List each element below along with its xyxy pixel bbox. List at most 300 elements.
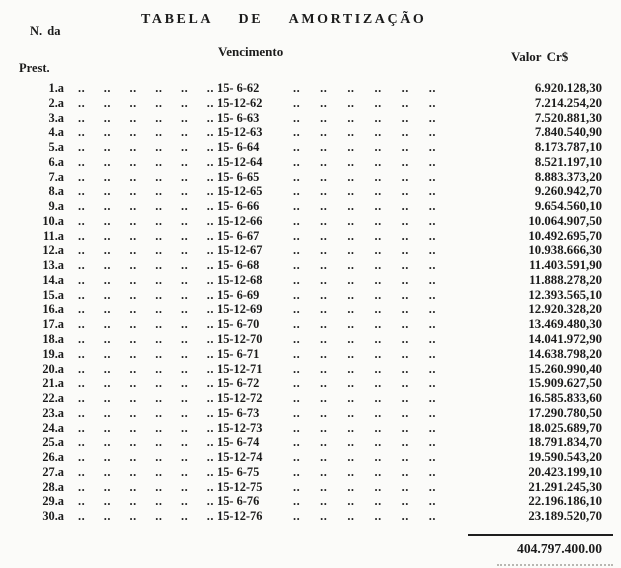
leader-dot-pair: .. <box>181 184 189 199</box>
amount-cell: 11.403.591,90 <box>529 258 602 273</box>
leader-dot-pair: .. <box>206 376 214 391</box>
dot-leader-left <box>78 96 214 111</box>
prest-number-cell: 20.a <box>42 361 64 376</box>
leader-dot-pair: .. <box>181 450 189 465</box>
due-date-cell: 15-12-68 <box>217 272 263 287</box>
table-row <box>0 347 621 362</box>
leader-dot-pair: .. <box>181 376 189 391</box>
leader-dot-pair: .. <box>374 169 382 184</box>
prest-number-cell: 3.a <box>48 110 64 125</box>
leader-dot-pair: .. <box>103 450 111 465</box>
dot-leader-right <box>293 214 436 229</box>
table-row <box>0 494 621 509</box>
dot-leader-right <box>293 509 436 524</box>
amount-cell: 9.654.560,10 <box>534 199 602 214</box>
leader-dot-pair: .. <box>428 494 436 509</box>
leader-dot-pair: .. <box>320 184 328 199</box>
amount-cell: 8.173.787,10 <box>534 140 602 155</box>
leader-dot-pair: .. <box>78 302 86 317</box>
leader-dot-pair: .. <box>428 140 436 155</box>
leader-dot-pair: .. <box>347 302 355 317</box>
leader-dot-pair: .. <box>155 140 163 155</box>
leader-dot-pair: .. <box>181 494 189 509</box>
leader-dot-pair: .. <box>103 272 111 287</box>
leader-dot-pair: .. <box>374 509 382 524</box>
prest-number-cell: 24.a <box>42 420 64 435</box>
leader-dot-pair: .. <box>78 479 86 494</box>
due-date-cell: 15-12-69 <box>217 302 263 317</box>
leader-dot-pair: .. <box>320 169 328 184</box>
leader-dot-pair: .. <box>129 199 137 214</box>
prest-number-cell: 14.a <box>42 272 64 287</box>
leader-dot-pair: .. <box>401 287 409 302</box>
leader-dot-pair: .. <box>428 287 436 302</box>
leader-dot-pair: .. <box>428 95 436 110</box>
leader-dot-pair: .. <box>78 509 86 524</box>
leader-dot-pair: .. <box>374 243 382 258</box>
leader-dot-pair: .. <box>374 287 382 302</box>
amount-cell: 7.840.540,90 <box>534 125 602 140</box>
leader-dot-pair: .. <box>374 435 382 450</box>
leader-dot-pair: .. <box>293 450 301 465</box>
prest-number-cell: 8.a <box>48 184 64 199</box>
leader-dot-pair: .. <box>320 258 328 273</box>
leader-dot-pair: .. <box>129 302 137 317</box>
table-row <box>0 229 621 244</box>
dot-leader-left <box>78 140 214 155</box>
table-row <box>0 406 621 421</box>
dot-leader-right <box>293 391 436 406</box>
leader-dot-pair: .. <box>428 376 436 391</box>
leader-dot-pair: .. <box>103 376 111 391</box>
leader-dot-pair: .. <box>401 140 409 155</box>
leader-dot-pair: .. <box>401 346 409 361</box>
due-date-cell: 15- 6-72 <box>217 376 260 391</box>
leader-dot-pair: .. <box>206 332 214 347</box>
table-row <box>0 480 621 495</box>
dot-leader-right <box>293 125 436 140</box>
leader-dot-pair: .. <box>155 272 163 287</box>
leader-dot-pair: .. <box>103 243 111 258</box>
leader-dot-pair: .. <box>293 213 301 228</box>
table-body <box>0 81 621 524</box>
leader-dot-pair: .. <box>293 464 301 479</box>
leader-dot-pair: .. <box>401 95 409 110</box>
leader-dot-pair: .. <box>293 199 301 214</box>
leader-dot-pair: .. <box>347 464 355 479</box>
leader-dot-pair: .. <box>374 213 382 228</box>
leader-dot-pair: .. <box>78 95 86 110</box>
leader-dot-pair: .. <box>155 376 163 391</box>
leader-dot-pair: .. <box>155 199 163 214</box>
leader-dot-pair: .. <box>129 213 137 228</box>
amount-cell: 10.492.695,70 <box>528 228 602 243</box>
leader-dot-pair: .. <box>155 81 163 95</box>
due-date-cell: 15-12-62 <box>217 95 263 110</box>
dot-leader-left <box>78 509 214 524</box>
amount-cell: 16.585.833,60 <box>528 391 602 406</box>
leader-dot-pair: .. <box>129 391 137 406</box>
table-row <box>0 258 621 273</box>
leader-dot-pair: .. <box>428 243 436 258</box>
leader-dot-pair: .. <box>129 184 137 199</box>
leader-dot-pair: .. <box>401 81 409 95</box>
dot-leader-left <box>78 406 214 421</box>
prest-number-cell: 4.a <box>48 125 64 140</box>
leader-dot-pair: .. <box>347 405 355 420</box>
leader-dot-pair: .. <box>78 332 86 347</box>
prest-number-cell: 13.a <box>42 258 64 273</box>
dot-leader-right <box>293 288 436 303</box>
leader-dot-pair: .. <box>206 272 214 287</box>
leader-dot-pair: .. <box>347 110 355 125</box>
leader-dot-pair: .. <box>347 169 355 184</box>
leader-dot-pair: .. <box>103 494 111 509</box>
leader-dot-pair: .. <box>401 258 409 273</box>
dot-leader-left <box>78 184 214 199</box>
dot-leader-right <box>293 184 436 199</box>
dot-leader-left <box>78 125 214 140</box>
leader-dot-pair: .. <box>103 125 111 140</box>
leader-dot-pair: .. <box>374 184 382 199</box>
leader-dot-pair: .. <box>347 317 355 332</box>
prest-number-cell: 5.a <box>48 140 64 155</box>
amount-cell: 12.393.565,10 <box>528 287 602 302</box>
leader-dot-pair: .. <box>347 376 355 391</box>
leader-dot-pair: .. <box>103 154 111 169</box>
leader-dot-pair: .. <box>129 272 137 287</box>
due-date-cell: 15- 6-64 <box>217 140 260 155</box>
leader-dot-pair: .. <box>347 272 355 287</box>
leader-dot-pair: .. <box>155 509 163 524</box>
leader-dot-pair: .. <box>320 361 328 376</box>
leader-dot-pair: .. <box>374 140 382 155</box>
leader-dot-pair: .. <box>320 479 328 494</box>
leader-dot-pair: .. <box>78 287 86 302</box>
prest-number-cell: 7.a <box>48 169 64 184</box>
leader-dot-pair: .. <box>181 199 189 214</box>
amount-cell: 22.196.186,10 <box>528 494 602 509</box>
leader-dot-pair: .. <box>78 199 86 214</box>
leader-dot-pair: .. <box>155 464 163 479</box>
leader-dot-pair: .. <box>320 95 328 110</box>
leader-dot-pair: .. <box>129 228 137 243</box>
prest-number-cell: 11.a <box>43 228 64 243</box>
leader-dot-pair: .. <box>401 228 409 243</box>
prest-number-cell: 27.a <box>42 464 64 479</box>
dot-leader-right <box>293 421 436 436</box>
leader-dot-pair: .. <box>320 346 328 361</box>
leader-dot-pair: .. <box>374 199 382 214</box>
leader-dot-pair: .. <box>181 95 189 110</box>
leader-dot-pair: .. <box>78 376 86 391</box>
leader-dot-pair: .. <box>155 258 163 273</box>
leader-dot-pair: .. <box>155 184 163 199</box>
leader-dot-pair: .. <box>374 258 382 273</box>
leader-dot-pair: .. <box>206 243 214 258</box>
prest-number-cell: 6.a <box>48 154 64 169</box>
dot-leader-left <box>78 332 214 347</box>
leader-dot-pair: .. <box>129 509 137 524</box>
leader-dot-pair: .. <box>78 213 86 228</box>
leader-dot-pair: .. <box>374 154 382 169</box>
dot-leader-left <box>78 347 214 362</box>
leader-dot-pair: .. <box>401 169 409 184</box>
leader-dot-pair: .. <box>206 405 214 420</box>
prest-number-cell: 18.a <box>42 332 64 347</box>
leader-dot-pair: .. <box>401 391 409 406</box>
leader-dot-pair: .. <box>320 494 328 509</box>
due-date-cell: 15-12-70 <box>217 332 263 347</box>
dot-leader-left <box>78 155 214 170</box>
leader-dot-pair: .. <box>293 287 301 302</box>
leader-dot-pair: .. <box>428 479 436 494</box>
leader-dot-pair: .. <box>401 376 409 391</box>
table-row <box>0 81 621 96</box>
leader-dot-pair: .. <box>401 272 409 287</box>
leader-dot-pair: .. <box>320 110 328 125</box>
leader-dot-pair: .. <box>103 420 111 435</box>
leader-dot-pair: .. <box>347 258 355 273</box>
leader-dot-pair: .. <box>129 243 137 258</box>
dot-leader-left <box>78 288 214 303</box>
table-row <box>0 435 621 450</box>
table-row <box>0 450 621 465</box>
leader-dot-pair: .. <box>129 376 137 391</box>
leader-dot-pair: .. <box>206 302 214 317</box>
leader-dot-pair: .. <box>293 228 301 243</box>
leader-dot-pair: .. <box>181 154 189 169</box>
leader-dot-pair: .. <box>293 361 301 376</box>
leader-dot-pair: .. <box>103 184 111 199</box>
leader-dot-pair: .. <box>347 95 355 110</box>
amount-cell: 11.888.278,20 <box>529 272 602 287</box>
leader-dot-pair: .. <box>181 420 189 435</box>
leader-dot-pair: .. <box>181 479 189 494</box>
leader-dot-pair: .. <box>320 140 328 155</box>
table-row <box>0 140 621 155</box>
leader-dot-pair: .. <box>293 302 301 317</box>
leader-dot-pair: .. <box>428 258 436 273</box>
leader-dot-pair: .. <box>155 95 163 110</box>
leader-dot-pair: .. <box>374 346 382 361</box>
leader-dot-pair: .. <box>155 317 163 332</box>
leader-dot-pair: .. <box>401 479 409 494</box>
leader-dot-pair: .. <box>129 125 137 140</box>
leader-dot-pair: .. <box>293 494 301 509</box>
leader-dot-pair: .. <box>181 169 189 184</box>
leader-dot-pair: .. <box>374 405 382 420</box>
table-row <box>0 332 621 347</box>
table-row <box>0 214 621 229</box>
leader-dot-pair: .. <box>320 154 328 169</box>
leader-dot-pair: .. <box>206 287 214 302</box>
leader-dot-pair: .. <box>428 346 436 361</box>
leader-dot-pair: .. <box>293 110 301 125</box>
leader-dot-pair: .. <box>428 199 436 214</box>
leader-dot-pair: .. <box>347 361 355 376</box>
leader-dot-pair: .. <box>206 391 214 406</box>
amount-cell: 17.290.780,50 <box>528 405 602 420</box>
table-row <box>0 96 621 111</box>
leader-dot-pair: .. <box>374 464 382 479</box>
leader-dot-pair: .. <box>320 228 328 243</box>
dot-leader-right <box>293 96 436 111</box>
dot-leader-left <box>78 243 214 258</box>
leader-dot-pair: .. <box>428 125 436 140</box>
dot-leader-left <box>78 362 214 377</box>
leader-dot-pair: .. <box>129 361 137 376</box>
dot-leader-left <box>78 376 214 391</box>
dot-leader-left <box>78 465 214 480</box>
leader-dot-pair: .. <box>347 154 355 169</box>
due-date-cell: 15- 6-66 <box>217 199 260 214</box>
leader-dot-pair: .. <box>401 361 409 376</box>
leader-dot-pair: .. <box>155 125 163 140</box>
leader-dot-pair: .. <box>129 494 137 509</box>
dot-leader-right <box>293 347 436 362</box>
dot-leader-right <box>293 199 436 214</box>
leader-dot-pair: .. <box>320 391 328 406</box>
leader-dot-pair: .. <box>401 332 409 347</box>
leader-dot-pair: .. <box>374 376 382 391</box>
dot-leader-right <box>293 406 436 421</box>
table-row <box>0 199 621 214</box>
due-date-cell: 15-12-63 <box>217 125 263 140</box>
leader-dot-pair: .. <box>78 110 86 125</box>
leader-dot-pair: .. <box>129 464 137 479</box>
prest-number-cell: 9.a <box>48 199 64 214</box>
leader-dot-pair: .. <box>129 435 137 450</box>
leader-dot-pair: .. <box>103 361 111 376</box>
leader-dot-pair: .. <box>320 199 328 214</box>
leader-dot-pair: .. <box>401 420 409 435</box>
leader-dot-pair: .. <box>206 199 214 214</box>
leader-dot-pair: .. <box>293 420 301 435</box>
total-rule <box>468 534 613 536</box>
due-date-cell: 15- 6-65 <box>217 169 260 184</box>
total-value: 404.797.400.00 <box>517 541 602 556</box>
leader-dot-pair: .. <box>155 213 163 228</box>
leader-dot-pair: .. <box>347 140 355 155</box>
leader-dot-pair: .. <box>374 479 382 494</box>
leader-dot-pair: .. <box>103 169 111 184</box>
leader-dot-pair: .. <box>320 243 328 258</box>
leader-dot-pair: .. <box>293 346 301 361</box>
leader-dot-pair: .. <box>347 450 355 465</box>
amount-cell: 20.423.199,10 <box>528 464 602 479</box>
amount-cell: 6.920.128,30 <box>534 81 602 95</box>
due-date-cell: 15-12-64 <box>217 154 263 169</box>
leader-dot-pair: .. <box>347 287 355 302</box>
leader-dot-pair: .. <box>374 361 382 376</box>
leader-dot-pair: .. <box>155 228 163 243</box>
leader-dot-pair: .. <box>181 243 189 258</box>
dot-leader-right <box>293 258 436 273</box>
leader-dot-pair: .. <box>293 125 301 140</box>
leader-dot-pair: .. <box>374 302 382 317</box>
dot-leader-right <box>293 435 436 450</box>
leader-dot-pair: .. <box>428 317 436 332</box>
leader-dot-pair: .. <box>401 213 409 228</box>
leader-dot-pair: .. <box>181 272 189 287</box>
table-row <box>0 243 621 258</box>
leader-dot-pair: .. <box>103 213 111 228</box>
leader-dot-pair: .. <box>129 154 137 169</box>
dot-leader-left <box>78 450 214 465</box>
leader-dot-pair: .. <box>181 125 189 140</box>
leader-dot-pair: .. <box>103 258 111 273</box>
amount-cell: 8.521.197,10 <box>534 154 602 169</box>
leader-dot-pair: .. <box>129 287 137 302</box>
due-date-cell: 15- 6-74 <box>217 435 260 450</box>
leader-dot-pair: .. <box>181 258 189 273</box>
amount-cell: 18.791.834,70 <box>528 435 602 450</box>
leader-dot-pair: .. <box>374 81 382 95</box>
leader-dot-pair: .. <box>103 479 111 494</box>
leader-dot-pair: .. <box>320 317 328 332</box>
leader-dot-pair: .. <box>206 258 214 273</box>
table-row <box>0 155 621 170</box>
leader-dot-pair: .. <box>320 213 328 228</box>
leader-dot-pair: .. <box>374 450 382 465</box>
leader-dot-pair: .. <box>428 509 436 524</box>
leader-dot-pair: .. <box>293 435 301 450</box>
leader-dot-pair: .. <box>293 169 301 184</box>
leader-dot-pair: .. <box>78 272 86 287</box>
table-row <box>0 184 621 199</box>
leader-dot-pair: .. <box>401 464 409 479</box>
leader-dot-pair: .. <box>428 110 436 125</box>
due-date-cell: 15-12-74 <box>217 450 263 465</box>
leader-dot-pair: .. <box>320 420 328 435</box>
due-date-cell: 15- 6-76 <box>217 494 260 509</box>
leader-dot-pair: .. <box>374 332 382 347</box>
leader-dot-pair: .. <box>374 110 382 125</box>
dot-leader-right <box>293 465 436 480</box>
leader-dot-pair: .. <box>428 184 436 199</box>
amount-cell: 8.883.373,20 <box>534 169 602 184</box>
leader-dot-pair: .. <box>155 346 163 361</box>
leader-dot-pair: .. <box>206 464 214 479</box>
table-row <box>0 376 621 391</box>
leader-dot-pair: .. <box>374 228 382 243</box>
amount-cell: 15.909.627,50 <box>528 376 602 391</box>
leader-dot-pair: .. <box>428 361 436 376</box>
prest-number-cell: 25.a <box>42 435 64 450</box>
leader-dot-pair: .. <box>293 509 301 524</box>
leader-dot-pair: .. <box>293 184 301 199</box>
leader-dot-pair: .. <box>401 494 409 509</box>
prest-number-cell: 26.a <box>42 450 64 465</box>
leader-dot-pair: .. <box>347 391 355 406</box>
leader-dot-pair: .. <box>103 140 111 155</box>
leader-dot-pair: .. <box>374 95 382 110</box>
leader-dot-pair: .. <box>428 420 436 435</box>
leader-dot-pair: .. <box>293 140 301 155</box>
due-date-cell: 15- 6-73 <box>217 405 260 420</box>
dot-leader-left <box>78 273 214 288</box>
leader-dot-pair: .. <box>401 435 409 450</box>
prest-number-cell: 1.a <box>48 81 64 95</box>
leader-dot-pair: .. <box>206 154 214 169</box>
leader-dot-pair: .. <box>293 391 301 406</box>
leader-dot-pair: .. <box>181 464 189 479</box>
leader-dot-pair: .. <box>181 435 189 450</box>
leader-dot-pair: .. <box>181 81 189 95</box>
table-row <box>0 273 621 288</box>
leader-dot-pair: .. <box>103 405 111 420</box>
